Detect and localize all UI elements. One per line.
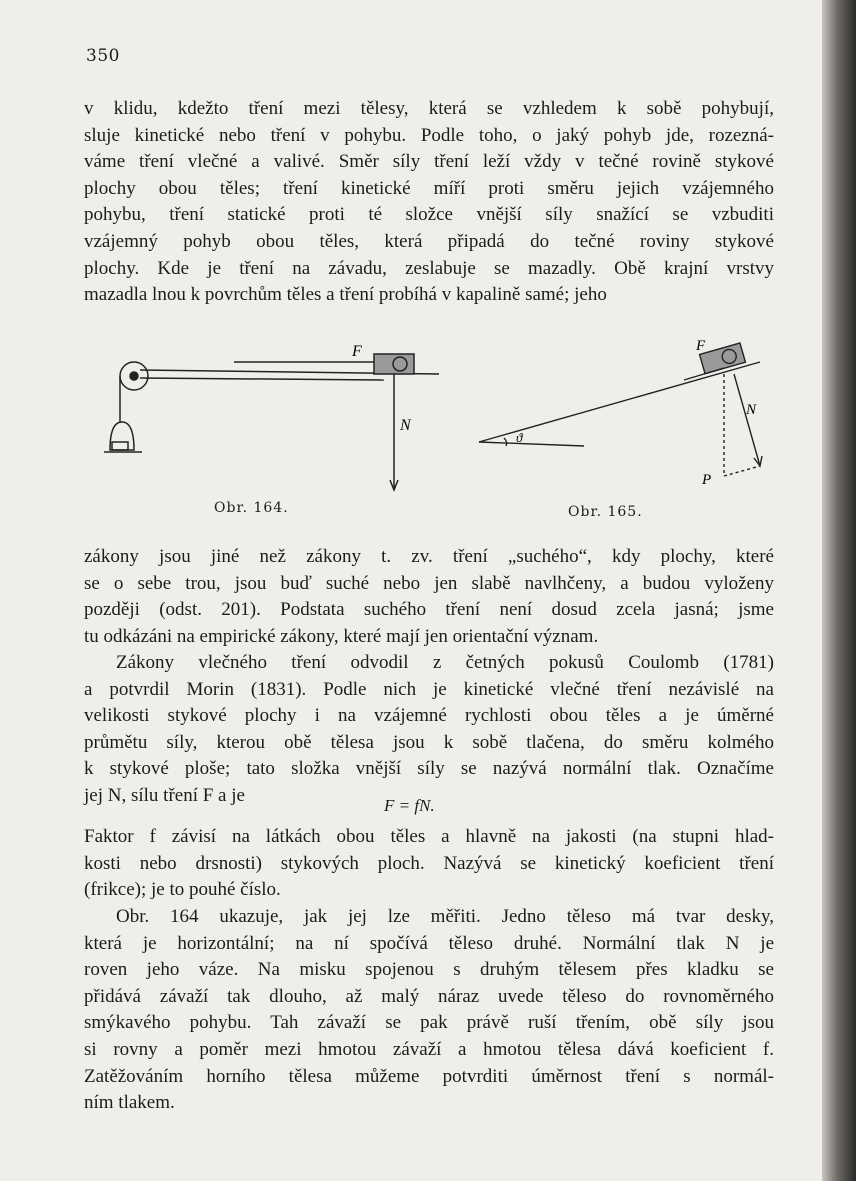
text-line: průmětu síly, kterou obě tělesa jsou k sobě tlačena, do směru kolmého [84,731,774,753]
fig164-caption: Obr. 164. [214,500,289,516]
paragraph-2 [84,544,774,650]
paragraph-4 [84,824,774,904]
text-line: jej N, sílu tření F a je [84,784,245,806]
figure-164-drawing [84,330,784,530]
text-line: roven jeho váze. Na misku spojenou s druhým tělesem přes kladku se [84,959,774,981]
page-number: 350 [86,46,120,66]
paragraph-3 [84,650,774,810]
text-line: tu odkázáni na empirické zákony, které mají jen orientační význam. [84,625,599,647]
fig164-label-n: N [400,417,411,434]
text-line: mazadla lnou k povrchům těles a tření probíhá v kapalině samé; jeho [84,284,607,306]
text-line: si rovny a poměr mezi hmotou závaží a hmotou tělesa dává koeficient f. [84,1038,774,1060]
text-line: Faktor f závisí na látkách obou těles a hlavně na jakosti (na stupni hlad- [84,826,774,847]
text-line: váme tření vlečné a valivé. Směr síly tření leží vždy v tečné rovině stykové [84,151,774,173]
text-line: Zákony vlečného tření odvodil z četných pokusů Coulomb (1781) [116,652,774,673]
fig165-label-n: N [746,402,757,418]
text-line: a potvrdil Morin (1831). Podle nich je kinetické vlečné tření nezávislé na [84,678,774,700]
text-line: v klidu, kdežto tření mezi tělesy, která se vzhledem k sobě pohybují, [84,98,774,119]
text-line: pohybu, tření statické proti té složce vnější síly snažící se vzbuditi [84,204,774,226]
text-line: plochy obou těles; tření kinetické míří proti směru jejich vzájemného [84,177,774,199]
text-line: smýkavého pohybu. Tah závaží se pak právě ruší třením, obě síly jsou [84,1012,774,1034]
text-line: k stykové ploše; tato složka vnější síly se nazývá normální tlak. Označíme [84,758,774,780]
text-line: plochy. Kde je tření na závadu, zeslabuje se mazadly. Obě krajní vrstvy [84,257,774,279]
fig165-label-angle: ϑ [516,430,523,445]
paragraph-5 [84,904,774,1117]
text-line: vzájemný pohyb obou těles, která připadá do tečné roviny stykové [84,230,774,252]
fig164-label-f: F [352,343,362,360]
text-line: kosti nebo drsnosti) stykových ploch. Nazývá se kinetický koeficient tření [84,852,774,874]
text-line: ním tlakem. [84,1092,175,1114]
text-line: velikosti stykové plochy i na vzájemné rychlosti obou těles a je úměrné [84,705,774,727]
text-line: přidává závaží tak dlouho, až malý náraz uvede těleso do rovnoměrného [84,985,774,1007]
text-line: sluje kinetické nebo tření v pohybu. Podle toho, o jaký pohyb jde, rozezná- [84,124,774,146]
text-line: později (odst. 201). Podstata suchého tření není dosud zcela jasná; jsme [84,599,774,621]
fig165-caption: Obr. 165. [568,504,643,520]
paragraph-1 [84,96,774,309]
text-line: zákony jsou jiné než zákony t. zv. tření „suchého“, kdy plochy, které [84,546,774,567]
fig165-label-p: P [702,472,712,488]
text-line: se o sebe trou, jsou buď suché nebo jen slabě navlhčeny, a budou vyloženy [84,572,774,594]
text-line: (frikce); je to pouhé číslo. [84,879,281,901]
figures-area [84,330,784,530]
text-line: Obr. 164 ukazuje, jak jej lze měřiti. Jedno těleso má tvar desky, [116,906,774,927]
text-line: Zatěžováním horního tělesa můžeme potvrditi úměrnost tření s normál- [84,1065,774,1087]
text-line: která je horizontální; na ní spočívá těleso druhé. Normální tlak N je [84,932,774,954]
fig165-label-f: F [696,338,706,354]
book-spine-shadow [822,0,856,1181]
formula: F = fN. [384,796,435,815]
